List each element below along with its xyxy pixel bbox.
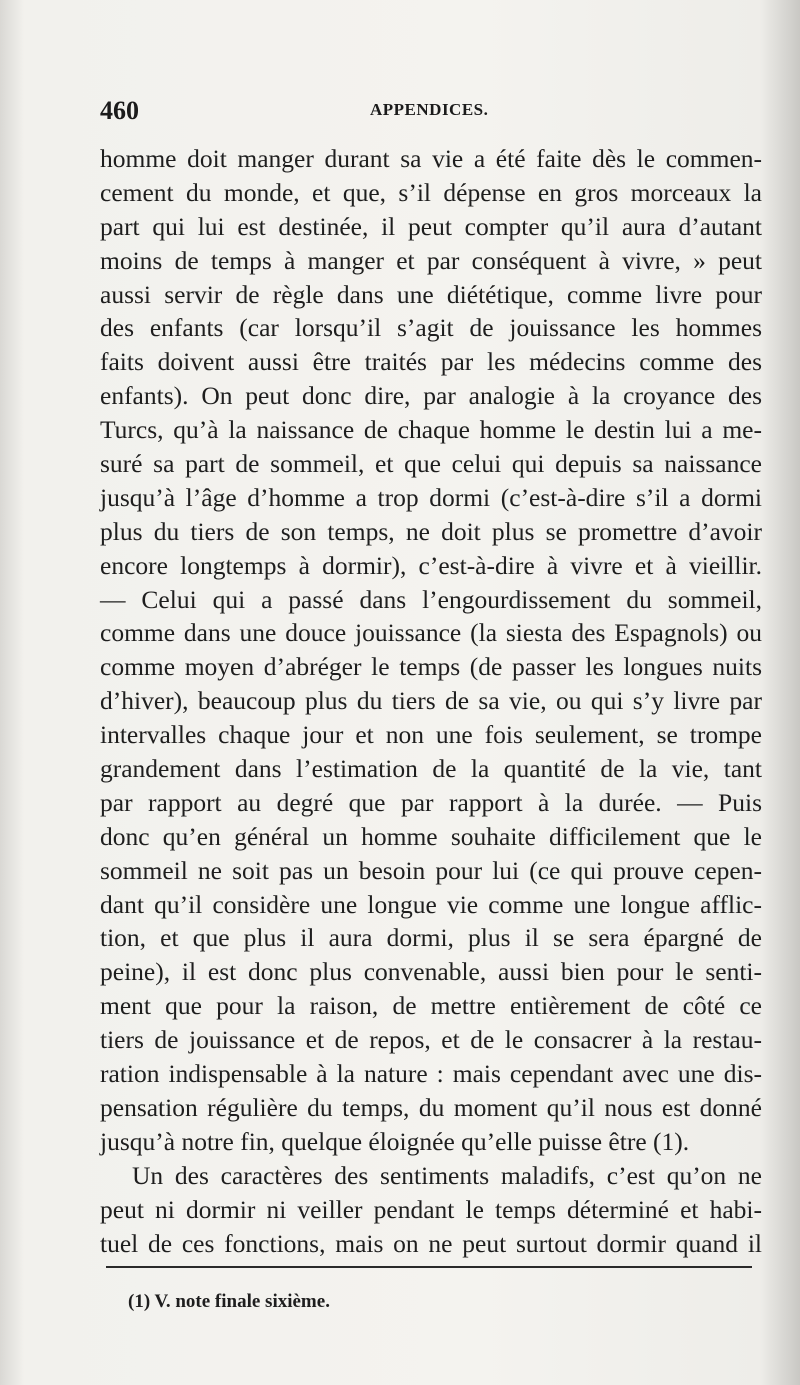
text-line: homme doit manger durant sa vie a été faite dès le commen- — [100, 144, 762, 173]
text-line: part qui lui est destinée, il peut compter qu’il aura d’autant — [100, 211, 762, 241]
text-line: tuel de ces fonctions, mais on ne peut surtout dormir quand il — [100, 1228, 762, 1258]
text-line: tion, et que plus il aura dormi, plus il se sera épargné de — [100, 923, 762, 953]
text-line: encore longtemps à dormir), c’est-à-dire à vivre et à vieillir. — [100, 550, 762, 580]
text-line: plus du tiers de son temps, ne doit plus se promettre d’avoir — [100, 516, 762, 546]
footnote: (1) V. note finale sixième. — [128, 1291, 330, 1312]
text-line: aussi servir de règle dans une diététique, comme livre pour — [100, 279, 762, 309]
text-line: pensation régulière du temps, du moment qu’il nous est donné — [100, 1092, 762, 1122]
text-line: jusqu’à l’âge d’homme a trop dormi (c’est-à-dire s’il a dormi — [100, 482, 762, 512]
text-line: d’hiver), beaucoup plus du tiers de sa vie, ou qui s’y livre par — [100, 686, 762, 716]
footnote-divider — [106, 1266, 752, 1268]
page-header — [100, 96, 750, 130]
text-line: dant qu’il considère une longue vie comme une longue afflic- — [100, 889, 762, 919]
text-line: suré sa part de sommeil, et que celui qui depuis sa naissance — [100, 449, 762, 479]
body-text — [100, 142, 762, 1260]
text-line: comme moyen d’abréger le temps (de passer les longues nuits — [100, 652, 762, 682]
text-line: comme dans une douce jouissance (la siesta des Espagnols) ou — [100, 618, 762, 648]
text-line: peut ni dormir ni veiller pendant le temps déterminé et habi- — [100, 1194, 762, 1224]
text-line: enfants). On peut donc dire, par analogie à la croyance des — [100, 381, 762, 411]
text-line: ration indispensable à la nature : mais cependant avec une dis- — [100, 1059, 762, 1089]
text-line: sommeil ne soit pas un besoin pour lui (ce qui prouve cepen- — [100, 855, 762, 885]
running-head: APPENDICES. — [370, 100, 489, 119]
text-line: cement du monde, et que, s’il dépense en gros morceaux la — [100, 177, 762, 207]
text-line: Un des caractères des sentiments maladifs, c’est qu’on ne — [132, 1160, 762, 1190]
text-line: des enfants (car lorsqu’il s’agit de jouissance les hommes — [100, 313, 762, 343]
text-line: moins de temps à manger et par conséquent à vivre, » peut — [100, 245, 762, 275]
text-line: — Celui qui a passé dans l’engourdissement du sommeil, — [100, 584, 762, 614]
text-line: donc qu’en général un homme souhaite difficilement que le — [100, 821, 762, 851]
text-line: Turcs, qu’à la naissance de chaque homme le destin lui a me- — [100, 415, 762, 445]
text-line: par rapport au degré que par rapport à la durée. — Puis — [100, 787, 762, 817]
page-number: 460 — [100, 96, 139, 125]
text-line: faits doivent aussi être traités par les médecins comme des — [100, 347, 762, 377]
text-line: jusqu’à notre fin, quelque éloignée qu’elle puisse être (1). — [100, 1126, 690, 1156]
text-line: intervalles chaque jour et non une fois seulement, se trompe — [100, 720, 762, 750]
text-line: peine), il est donc plus convenable, aussi bien pour le senti- — [100, 957, 762, 987]
text-line: ment que pour la raison, de mettre entièrement de côté ce — [100, 991, 762, 1021]
text-line: tiers de jouissance et de repos, et de le consacrer à la restau- — [100, 1025, 762, 1055]
text-line: grandement dans l’estimation de la quantité de la vie, tant — [100, 754, 762, 784]
